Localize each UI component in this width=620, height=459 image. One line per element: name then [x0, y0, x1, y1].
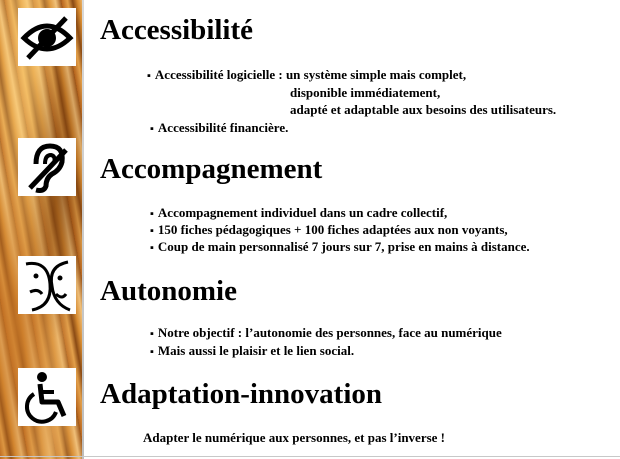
- list-item-continuation: disponible immédiatement,: [290, 85, 441, 100]
- section-title-accessibilite: Accessibilité: [100, 14, 254, 46]
- list-item: ▪ Mais aussi le plaisir et le lien social.: [150, 342, 354, 361]
- wheelchair-icon: [18, 368, 76, 426]
- section-title-autonomie: Autonomie: [100, 275, 237, 307]
- section-title-adaptation-innovation: Adaptation-innovation: [100, 378, 383, 410]
- ear-icon: [18, 138, 76, 196]
- faces-icon: [18, 256, 76, 314]
- list-item: ▪ Coup de main personnalisé 7 jours sur 7, prise en mains à distance.: [150, 238, 530, 257]
- list-item-continuation: adapté et adaptable aux besoins des utilisateurs.: [290, 102, 557, 117]
- strip-divider: [82, 0, 84, 459]
- list-item: ▪ 150 fiches pédagogiques + 100 fiches adaptées aux non voyants,: [150, 221, 508, 240]
- bottom-divider: [0, 456, 620, 457]
- list-item: ▪ Accessibilité financière.: [150, 119, 288, 138]
- section-title-accompagnement: Accompagnement: [100, 153, 323, 185]
- list-item: ▪ Accessibilité logicielle : un système simple mais complet,: [147, 66, 466, 85]
- closing-statement: Adapter le numérique aux personnes, et pas l’inverse !: [143, 430, 446, 445]
- list-item: ▪ Accompagnement individuel dans un cadre collectif,: [150, 204, 447, 223]
- eye-icon: [18, 8, 76, 66]
- list-item: ▪ Notre objectif : l’autonomie des personnes, face au numérique: [150, 324, 502, 343]
